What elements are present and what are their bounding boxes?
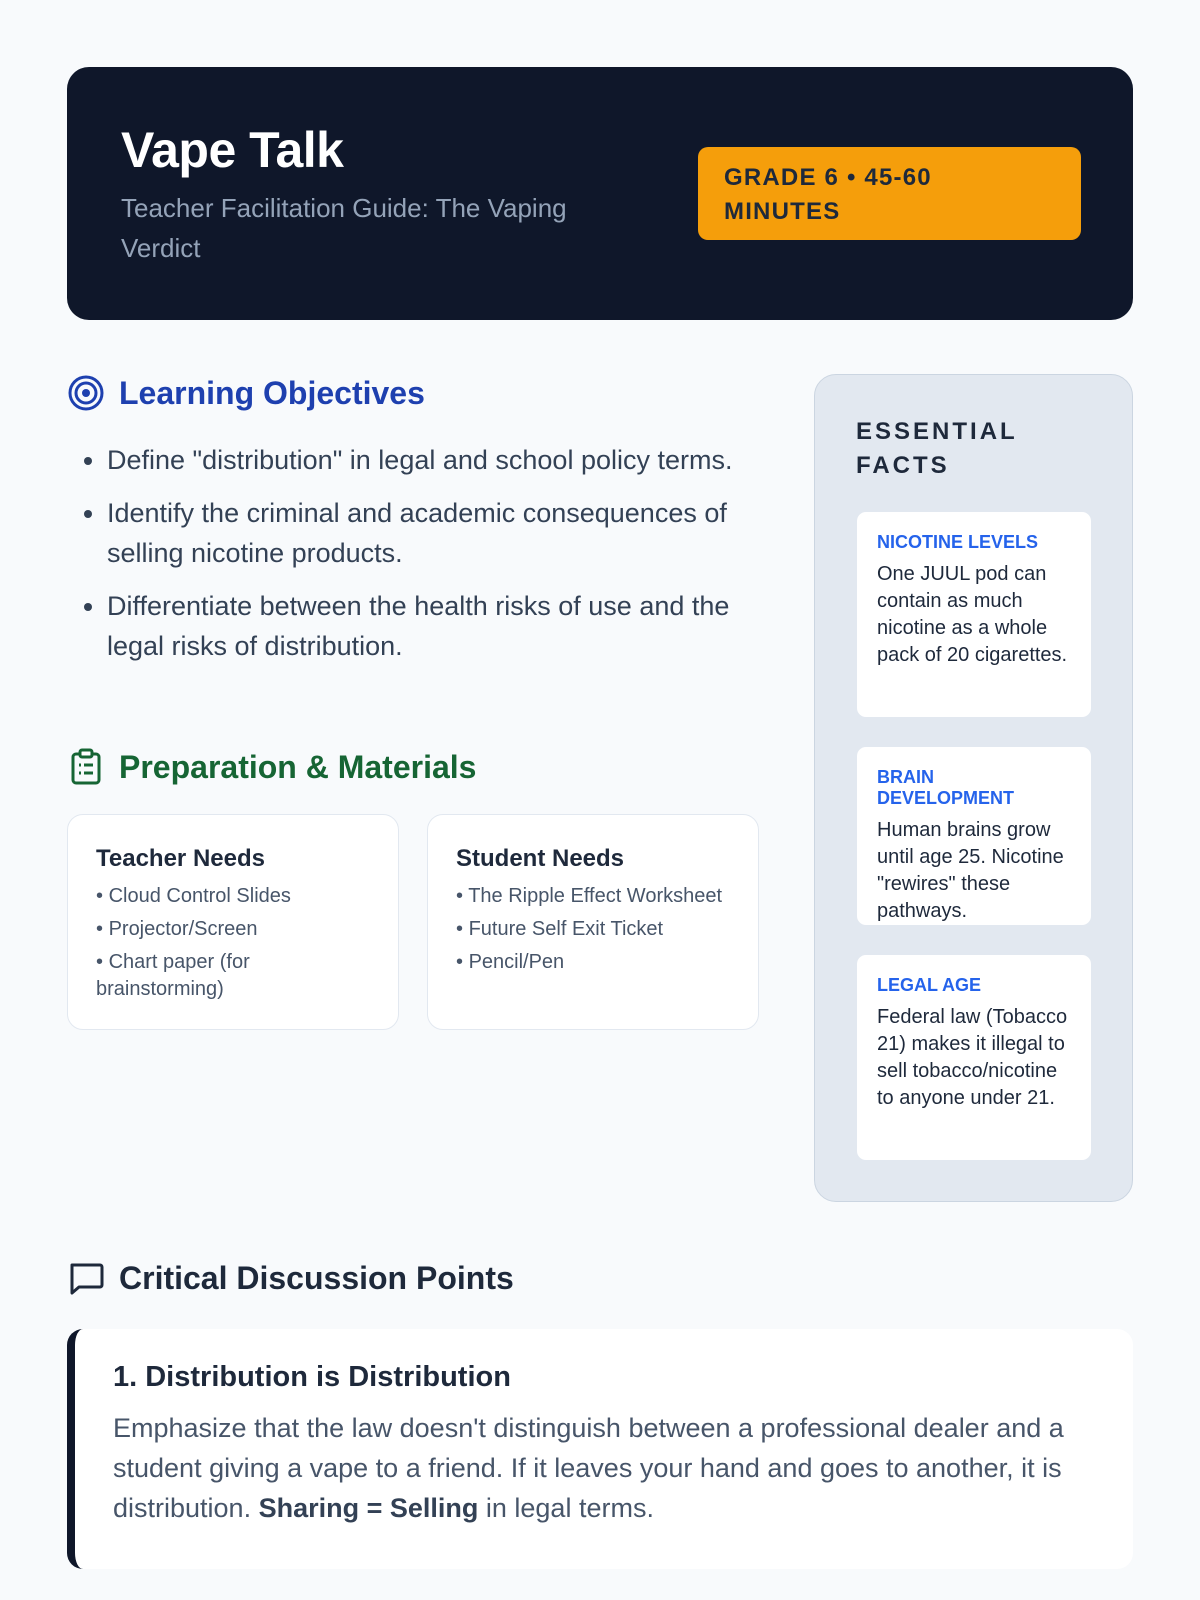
objective-item: • Differentiate between the health risks of use and the legal risks of distribution.	[107, 586, 767, 666]
objective-item: • Identify the criminal and academic consequences of selling nicotine products.	[107, 493, 767, 573]
teacher-needs-title: Teacher Needs	[96, 845, 265, 872]
list-item: • The Ripple Effect Worksheet	[456, 883, 730, 910]
teacher-needs-list	[96, 883, 370, 1003]
list-item: • Projector/Screen	[96, 916, 370, 943]
preparation-heading	[67, 748, 476, 786]
fact-label: LEGAL AGE	[877, 975, 982, 995]
discussion-point-card	[67, 1329, 1133, 1569]
page-subtitle: Teacher Facilitation Guide: The Vaping Verdict	[121, 193, 567, 263]
discussion-point-title: 1. Distribution is Distribution	[113, 1361, 511, 1393]
clipboard-icon	[67, 748, 105, 786]
list-item: • Pencil/Pen	[456, 949, 730, 976]
fact-card-legal-age	[856, 954, 1092, 1161]
fact-text: Human brains grow until age 25. Nicotine "rewires" these pathways.	[877, 819, 1064, 922]
fact-card-nicotine	[856, 511, 1092, 718]
objectives-heading	[67, 374, 425, 412]
page-title: Vape Talk	[121, 122, 344, 178]
discussion-heading	[67, 1259, 514, 1297]
objective-item: • Define "distribution" in legal and school policy terms.	[107, 440, 767, 480]
discussion-heading-label: Critical Discussion Points	[119, 1259, 514, 1296]
objectives-list	[67, 440, 767, 679]
student-needs-title: Student Needs	[456, 845, 625, 872]
discussion-text-part: Emphasize that the law doesn't distinguish between a professional dealer and a student giving a vape to a friend. If it leaves your hand and goes to another, it is distribution.	[113, 1413, 1064, 1523]
student-needs-list	[456, 883, 730, 976]
speech-bubble-icon	[67, 1259, 105, 1297]
discussion-text-emphasis: Sharing = Selling	[258, 1493, 479, 1523]
fact-card-brain	[856, 746, 1092, 926]
fact-text: One JUUL pod can contain as much nicotine as a whole pack of 20 cigarettes.	[877, 563, 1068, 666]
essential-facts-panel	[814, 374, 1133, 1202]
list-item: • Chart paper (for brainstorming)	[96, 949, 370, 1003]
student-needs-card	[427, 814, 759, 1030]
fact-label: BRAIN DEVELOPMENT	[877, 767, 1015, 808]
objectives-heading-label: Learning Objectives	[119, 374, 425, 411]
preparation-heading-label: Preparation & Materials	[119, 748, 477, 785]
target-icon	[67, 374, 105, 412]
discussion-text-part: in legal terms.	[478, 1493, 654, 1523]
fact-text: Federal law (Tobacco 21) makes it illegal to sell tobacco/nicotine to anyone under 21.	[877, 1006, 1068, 1109]
list-item: • Future Self Exit Ticket	[456, 916, 730, 943]
fact-label: NICOTINE LEVELS	[877, 532, 1039, 552]
discussion-point-text	[113, 1408, 1095, 1528]
header-banner	[67, 67, 1133, 320]
teacher-needs-card	[67, 814, 399, 1030]
facts-title: ESSENTIAL FACTS	[856, 418, 1018, 479]
grade-duration-badge: GRADE 6 • 45-60 MINUTES	[698, 147, 1081, 240]
list-item: • Cloud Control Slides	[96, 883, 370, 910]
